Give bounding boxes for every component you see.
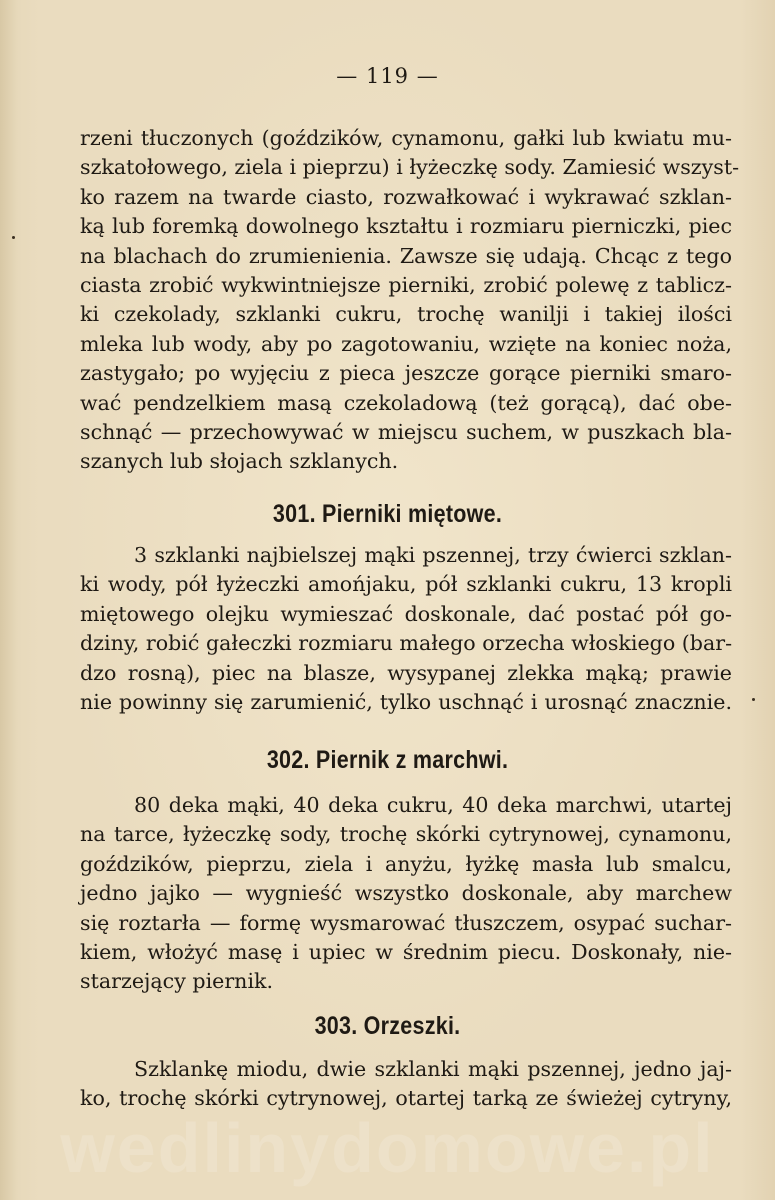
text-line: 3 szklanki najbielszej mąki pszennej, trzy ćwierci szklan- bbox=[134, 543, 732, 567]
paper-speck bbox=[752, 698, 755, 701]
text-line: mleka lub wody, aby po zagotowaniu, wzięte na koniec noża, bbox=[80, 331, 732, 356]
text-line: zastygało; po wyjęciu z pieca jeszcze gorące pierniki smaro- bbox=[80, 361, 732, 386]
recipe-body-301 bbox=[80, 541, 732, 717]
text-line: ko, trochę skórki cytrynowej, otartej tarką ze świeżej cytryny, bbox=[80, 1086, 732, 1111]
text-line: się roztarła — formę wysmarować tłuszczem, osypać suchar- bbox=[80, 910, 732, 935]
recipe-body-302 bbox=[80, 791, 732, 997]
text-line: Szklankę miodu, dwie szklanki mąki pszennej, jedno jaj- bbox=[134, 1057, 732, 1081]
text-line: rzeni tłuczonych (goździków, cynamonu, gałki lub kwiatu mu- bbox=[80, 126, 732, 150]
text-line: starzejący piernik. bbox=[80, 969, 274, 994]
text-line: szanych lub słojach szklanych. bbox=[80, 449, 399, 474]
recipe-body-303 bbox=[80, 1055, 732, 1114]
text-line: 80 deka mąki, 40 deka cukru, 40 deka marchwi, utartej bbox=[134, 793, 732, 817]
recipe-heading-302: 302. Piernik z marchwi. bbox=[266, 746, 509, 774]
text-line: goździków, pieprzu, ziela i anyżu, łyżkę masła lub smalcu, bbox=[80, 851, 732, 876]
text-line: dziny, robić gałeczki rozmiaru małego orzecha włoskiego (bar- bbox=[80, 631, 733, 656]
recipe-heading-301: 301. Pierniki miętowe. bbox=[272, 500, 503, 528]
text-line: ki czekolady, szklanki cukru, trochę wanilji i takiej ilości bbox=[80, 302, 732, 327]
text-line: ciasta zrobić wykwintniejsze pierniki, zrobić polewę z tablicz- bbox=[80, 272, 732, 297]
text-line: jedno jajko — wygnieść wszystko doskonale, aby marchew bbox=[80, 881, 732, 906]
text-line: ko razem na twarde ciasto, rozwałkować i wykrawać szklan- bbox=[80, 184, 732, 209]
text-line: dzo rosną), piec na blasze, wysypanej zlekka mąką; prawie bbox=[80, 660, 732, 685]
text-line: ką lub foremką dowolnego kształtu i rozmiaru pierniczki, piec bbox=[80, 214, 732, 239]
text-line: na tarce, łyżeczkę sody, trochę skórki cytrynowej, cynamonu, bbox=[80, 822, 732, 847]
watermark: wedlinydomowe.pl bbox=[60, 1109, 715, 1187]
text-line: kiem, włożyć masę i upiec w średnim piecu. Doskonały, nie- bbox=[80, 939, 732, 964]
paper-speck bbox=[12, 236, 15, 239]
text-line: miętowego olejku wymieszać doskonale, dać postać pół go- bbox=[80, 601, 732, 626]
text-line: schnąć — przechowywać w miejscu suchem, w puszkach bla- bbox=[80, 419, 732, 444]
text-line: wać pendzelkiem masą czekoladową (też gorącą), dać obe- bbox=[80, 390, 732, 415]
text-line: nie powinny się zarumienić, tylko uschnąć i urosnąć znacznie. bbox=[80, 689, 732, 714]
text-line: szkatołowego, ziela i pieprzu) i łyżeczkę sody. Zamiesić wszyst- bbox=[80, 155, 740, 180]
text-line: na blachach do zrumienienia. Zawsze się udają. Chcąc z tego bbox=[80, 243, 732, 268]
page-number: — 119 — bbox=[336, 64, 439, 88]
text-line: ki wody, pół łyżeczki amońjaku, pół szklanki cukru, 13 kropli bbox=[80, 572, 732, 597]
intro-paragraph bbox=[80, 124, 740, 477]
recipe-heading-303: 303. Orzeszki. bbox=[314, 1012, 461, 1040]
